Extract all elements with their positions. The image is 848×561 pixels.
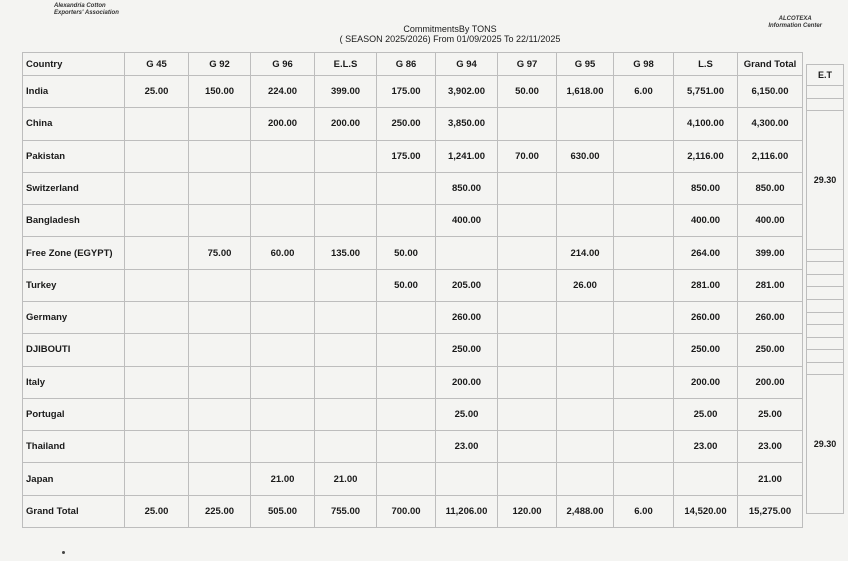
- value-cell: [125, 172, 189, 204]
- value-cell: 26.00: [557, 269, 614, 301]
- value-cell: [315, 269, 377, 301]
- value-cell: [125, 334, 189, 366]
- et-cell: [807, 337, 844, 350]
- association-line-2: Exporters' Association: [54, 10, 119, 16]
- value-cell: 850.00: [738, 172, 803, 204]
- value-cell: 23.00: [738, 431, 803, 463]
- value-cell: [377, 398, 436, 430]
- column-header: G 95: [557, 53, 614, 76]
- value-cell: 2,116.00: [674, 140, 738, 172]
- value-cell: 1,241.00: [436, 140, 498, 172]
- table-row: [23, 366, 803, 398]
- value-cell: 264.00: [674, 237, 738, 269]
- value-cell: [614, 334, 674, 366]
- et-row: [807, 350, 844, 363]
- country-cell: Switzerland: [23, 172, 125, 204]
- country-cell: India: [23, 76, 125, 108]
- column-header: G 92: [189, 53, 251, 76]
- value-cell: 25.00: [125, 495, 189, 527]
- value-cell: [377, 431, 436, 463]
- et-row: [807, 312, 844, 325]
- value-cell: [498, 108, 557, 140]
- value-cell: [251, 334, 315, 366]
- value-cell: [125, 205, 189, 237]
- value-cell: 260.00: [674, 301, 738, 333]
- value-cell: [189, 301, 251, 333]
- value-cell: [125, 463, 189, 495]
- value-cell: [251, 140, 315, 172]
- value-cell: 4,300.00: [738, 108, 803, 140]
- value-cell: [498, 269, 557, 301]
- value-cell: [436, 237, 498, 269]
- value-cell: 225.00: [189, 495, 251, 527]
- et-row: [807, 111, 844, 249]
- value-cell: [498, 334, 557, 366]
- value-cell: 214.00: [557, 237, 614, 269]
- value-cell: 205.00: [436, 269, 498, 301]
- table-row: [23, 76, 803, 108]
- value-cell: 23.00: [436, 431, 498, 463]
- value-cell: 6.00: [614, 495, 674, 527]
- country-cell: Portugal: [23, 398, 125, 430]
- value-cell: [498, 463, 557, 495]
- country-cell: Thailand: [23, 431, 125, 463]
- value-cell: 23.00: [674, 431, 738, 463]
- value-cell: 399.00: [315, 76, 377, 108]
- value-cell: 14,520.00: [674, 495, 738, 527]
- value-cell: 25.00: [436, 398, 498, 430]
- value-cell: 50.00: [498, 76, 557, 108]
- table-row: [23, 205, 803, 237]
- et-row: [807, 337, 844, 350]
- value-cell: [614, 301, 674, 333]
- value-cell: [189, 334, 251, 366]
- country-cell: Turkey: [23, 269, 125, 301]
- country-cell: Pakistan: [23, 140, 125, 172]
- value-cell: 200.00: [251, 108, 315, 140]
- value-cell: [189, 366, 251, 398]
- value-cell: 400.00: [436, 205, 498, 237]
- et-cell: [807, 249, 844, 262]
- et-cell: [807, 262, 844, 275]
- et-table: [806, 64, 844, 514]
- table-row: [23, 108, 803, 140]
- value-cell: 6,150.00: [738, 76, 803, 108]
- value-cell: 50.00: [377, 269, 436, 301]
- value-cell: 400.00: [738, 205, 803, 237]
- value-cell: [189, 431, 251, 463]
- value-cell: 25.00: [738, 398, 803, 430]
- value-cell: 281.00: [738, 269, 803, 301]
- value-cell: [614, 140, 674, 172]
- et-cell: 29.30: [807, 375, 844, 514]
- table-row: [23, 431, 803, 463]
- report-title: [300, 24, 600, 44]
- value-cell: [498, 398, 557, 430]
- value-cell: 281.00: [674, 269, 738, 301]
- value-cell: [498, 366, 557, 398]
- value-cell: 4,100.00: [674, 108, 738, 140]
- alcotexa-line-2: Information Center: [768, 23, 822, 29]
- value-cell: 5,751.00: [674, 76, 738, 108]
- country-cell: Japan: [23, 463, 125, 495]
- et-cell: [807, 98, 844, 111]
- value-cell: [614, 205, 674, 237]
- value-cell: 21.00: [738, 463, 803, 495]
- value-cell: [557, 366, 614, 398]
- value-cell: [315, 205, 377, 237]
- alcotexa-label: [768, 16, 822, 30]
- column-header: G 97: [498, 53, 557, 76]
- value-cell: 200.00: [436, 366, 498, 398]
- value-cell: 50.00: [377, 237, 436, 269]
- value-cell: 850.00: [674, 172, 738, 204]
- value-cell: 3,850.00: [436, 108, 498, 140]
- value-cell: [125, 108, 189, 140]
- value-cell: [498, 301, 557, 333]
- country-cell: Germany: [23, 301, 125, 333]
- value-cell: [125, 140, 189, 172]
- country-cell: Free Zone (EGYPT): [23, 237, 125, 269]
- value-cell: 200.00: [738, 366, 803, 398]
- value-cell: [614, 366, 674, 398]
- et-row: [807, 86, 844, 99]
- value-cell: 2,116.00: [738, 140, 803, 172]
- association-line-1: Alexandria Cotton: [54, 3, 106, 9]
- value-cell: [189, 108, 251, 140]
- table-row: [23, 301, 803, 333]
- et-row: [807, 262, 844, 275]
- value-cell: 21.00: [251, 463, 315, 495]
- country-cell: Italy: [23, 366, 125, 398]
- value-cell: [614, 431, 674, 463]
- value-cell: [189, 463, 251, 495]
- value-cell: 150.00: [189, 76, 251, 108]
- value-cell: [315, 301, 377, 333]
- scan-mark: [62, 551, 65, 554]
- value-cell: 175.00: [377, 140, 436, 172]
- value-cell: 260.00: [738, 301, 803, 333]
- column-header: G 86: [377, 53, 436, 76]
- column-header: G 96: [251, 53, 315, 76]
- value-cell: [377, 366, 436, 398]
- value-cell: [251, 269, 315, 301]
- et-row: [807, 375, 844, 514]
- value-cell: [498, 237, 557, 269]
- value-cell: [614, 172, 674, 204]
- value-cell: [251, 431, 315, 463]
- et-cell: [807, 287, 844, 300]
- value-cell: 1,618.00: [557, 76, 614, 108]
- value-cell: 135.00: [315, 237, 377, 269]
- value-cell: 250.00: [674, 334, 738, 366]
- value-cell: 399.00: [738, 237, 803, 269]
- table-row: [23, 140, 803, 172]
- value-cell: [557, 431, 614, 463]
- table-body: [23, 76, 803, 528]
- value-cell: 6.00: [614, 76, 674, 108]
- value-cell: [315, 398, 377, 430]
- value-cell: 630.00: [557, 140, 614, 172]
- value-cell: 850.00: [436, 172, 498, 204]
- value-cell: 3,902.00: [436, 76, 498, 108]
- value-cell: [557, 172, 614, 204]
- value-cell: [125, 301, 189, 333]
- value-cell: [251, 205, 315, 237]
- value-cell: [377, 205, 436, 237]
- subtitle-line: ( SEASON 2025/2026) From 01/09/2025 To 22/11/2025: [339, 34, 561, 44]
- column-header: Grand Total: [738, 53, 803, 76]
- value-cell: [125, 398, 189, 430]
- value-cell: [125, 237, 189, 269]
- value-cell: [125, 431, 189, 463]
- value-cell: [251, 301, 315, 333]
- et-row: [807, 274, 844, 287]
- alcotexa-line-1: ALCOTEXA: [778, 16, 812, 22]
- country-cell: Bangladesh: [23, 205, 125, 237]
- value-cell: [189, 269, 251, 301]
- value-cell: 250.00: [377, 108, 436, 140]
- value-cell: 120.00: [498, 495, 557, 527]
- column-header: G 94: [436, 53, 498, 76]
- et-cell: [807, 274, 844, 287]
- et-cell: [807, 325, 844, 338]
- column-header: Country: [23, 53, 125, 76]
- et-cell: [807, 362, 844, 375]
- value-cell: 11,206.00: [436, 495, 498, 527]
- value-cell: [251, 172, 315, 204]
- grand-total-row: [23, 495, 803, 527]
- header-row: [23, 53, 803, 76]
- value-cell: [315, 140, 377, 172]
- country-cell: Grand Total: [23, 495, 125, 527]
- table-row: [23, 463, 803, 495]
- et-row: [807, 362, 844, 375]
- commitments-table: [22, 52, 803, 528]
- et-header: E.T: [807, 65, 844, 86]
- table-row: [23, 269, 803, 301]
- value-cell: 224.00: [251, 76, 315, 108]
- value-cell: [315, 172, 377, 204]
- table-row: [23, 398, 803, 430]
- value-cell: [557, 205, 614, 237]
- value-cell: [557, 463, 614, 495]
- value-cell: 250.00: [738, 334, 803, 366]
- country-cell: DJIBOUTI: [23, 334, 125, 366]
- title-line: CommitmentsBy TONS: [403, 24, 497, 34]
- value-cell: [377, 463, 436, 495]
- value-cell: 60.00: [251, 237, 315, 269]
- value-cell: [189, 205, 251, 237]
- et-cell: [807, 86, 844, 99]
- value-cell: 25.00: [125, 76, 189, 108]
- value-cell: 200.00: [674, 366, 738, 398]
- value-cell: [189, 398, 251, 430]
- et-row: [807, 299, 844, 312]
- value-cell: [614, 237, 674, 269]
- value-cell: [377, 301, 436, 333]
- column-header: L.S: [674, 53, 738, 76]
- value-cell: [557, 334, 614, 366]
- value-cell: [251, 398, 315, 430]
- value-cell: 21.00: [315, 463, 377, 495]
- value-cell: 75.00: [189, 237, 251, 269]
- value-cell: 70.00: [498, 140, 557, 172]
- value-cell: [614, 398, 674, 430]
- et-row: [807, 249, 844, 262]
- value-cell: [315, 366, 377, 398]
- value-cell: 755.00: [315, 495, 377, 527]
- value-cell: [125, 366, 189, 398]
- et-cell: 29.30: [807, 111, 844, 249]
- value-cell: [436, 463, 498, 495]
- value-cell: 2,488.00: [557, 495, 614, 527]
- value-cell: [614, 108, 674, 140]
- value-cell: [557, 301, 614, 333]
- et-cell: [807, 299, 844, 312]
- value-cell: [498, 431, 557, 463]
- value-cell: 400.00: [674, 205, 738, 237]
- value-cell: [557, 108, 614, 140]
- value-cell: 200.00: [315, 108, 377, 140]
- value-cell: 700.00: [377, 495, 436, 527]
- et-row: [807, 325, 844, 338]
- table-row: [23, 237, 803, 269]
- value-cell: [377, 172, 436, 204]
- table-row: [23, 334, 803, 366]
- value-cell: 260.00: [436, 301, 498, 333]
- value-cell: 505.00: [251, 495, 315, 527]
- value-cell: 25.00: [674, 398, 738, 430]
- value-cell: 175.00: [377, 76, 436, 108]
- value-cell: [557, 398, 614, 430]
- et-body: [807, 86, 844, 514]
- column-header: G 98: [614, 53, 674, 76]
- value-cell: [674, 463, 738, 495]
- value-cell: 250.00: [436, 334, 498, 366]
- value-cell: [498, 172, 557, 204]
- value-cell: [315, 334, 377, 366]
- column-header: E.L.S: [315, 53, 377, 76]
- table-header: [23, 53, 803, 76]
- table-row: [23, 172, 803, 204]
- value-cell: [315, 431, 377, 463]
- et-cell: [807, 312, 844, 325]
- value-cell: [498, 205, 557, 237]
- value-cell: [377, 334, 436, 366]
- value-cell: [189, 140, 251, 172]
- et-row: [807, 287, 844, 300]
- value-cell: [614, 269, 674, 301]
- association-name: [54, 3, 119, 17]
- column-header: G 45: [125, 53, 189, 76]
- value-cell: [125, 269, 189, 301]
- et-cell: [807, 350, 844, 363]
- country-cell: China: [23, 108, 125, 140]
- value-cell: [614, 463, 674, 495]
- et-row: [807, 98, 844, 111]
- value-cell: [251, 366, 315, 398]
- value-cell: [189, 172, 251, 204]
- value-cell: 15,275.00: [738, 495, 803, 527]
